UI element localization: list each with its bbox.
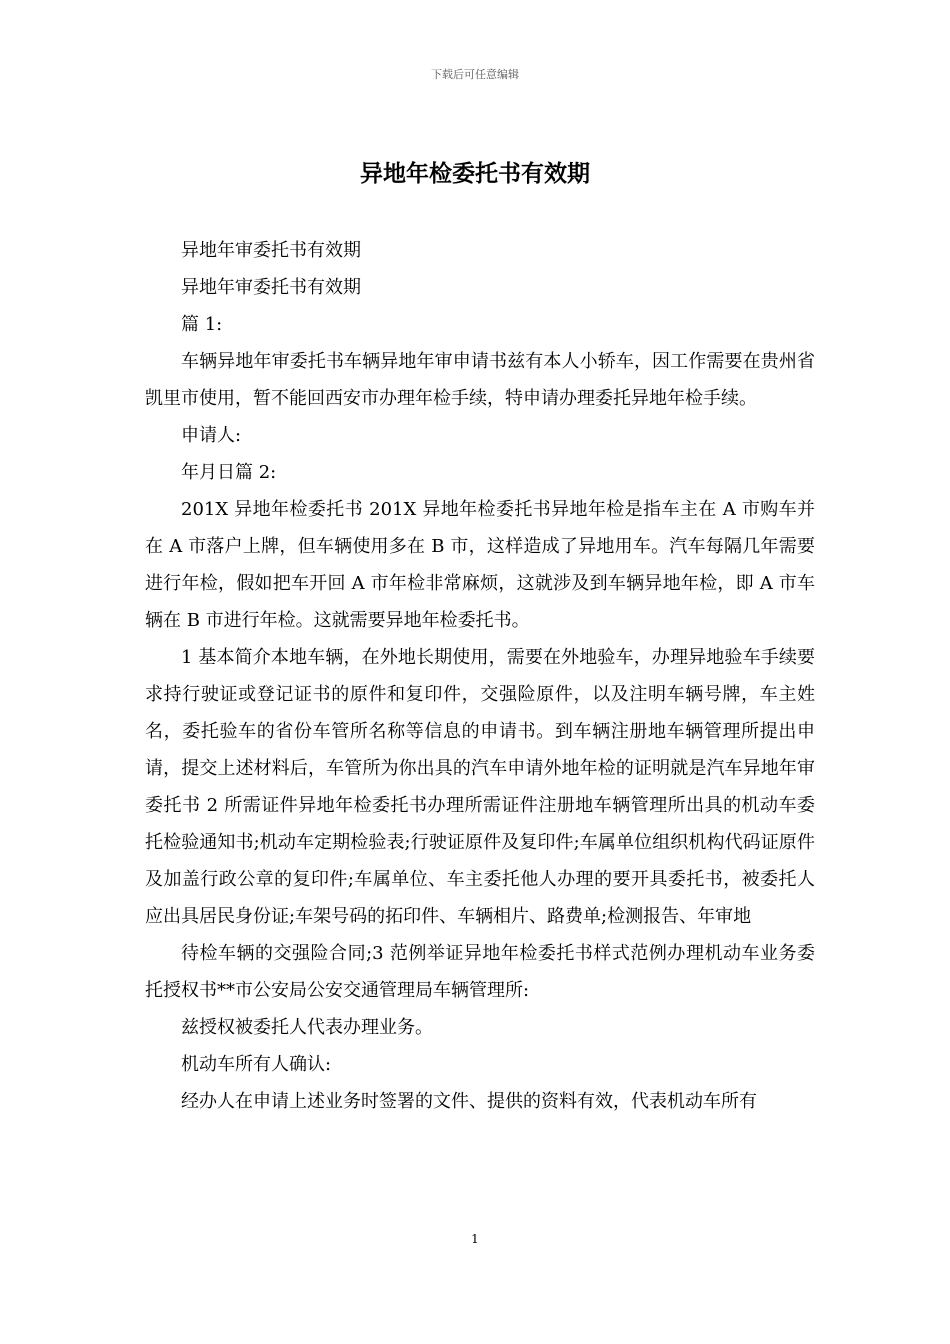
paragraph: 异地年审委托书有效期 [181, 277, 361, 298]
page-number: 1 [471, 1232, 479, 1246]
paragraph: 篇 1: [181, 314, 223, 335]
paragraph: 1 基本简介本地车辆，在外地长期使用，需要在外地验车，办理异地验车手续要求持行驶证或登记证书的原件和复印件，交强险原件，以及注明车辆号牌，车主姓名，委托验车的省份车管所名称等信息的申请书。到车辆注册地车辆管理所提出申请，提交上述材料后，车管所为你出具的汽车申请外地年检的证明就是汽车异地年审委托书 2 所需证件异地年检委托书办理所需证件注册地车辆管理所出具的机动车委托检验通知书;机动车定期检验表;行驶证原件及复印件;车属单位组织机构代码证原件及加盖行政公章的复印件;车属单位、车主委托他人办理的要开具委托书，被委托人应出具居民身份证;车架号码的拓印件、车辆相片、路费单;检测报告、年审地 [145, 647, 815, 927]
header-note: 下载后可任意编辑 [431, 68, 519, 81]
paragraph: 申请人: [181, 425, 242, 446]
paragraph: 机动车所有人确认: [181, 1054, 332, 1075]
paragraph: 车辆异地年审委托书车辆异地年审申请书兹有本人小轿车，因工作需要在贵州省凯里市使用，暂不能回西安市办理年检手续，特申请办理委托异地年检手续。 [145, 351, 815, 409]
paragraph: 兹授权被委托人代表办理业务。 [181, 1017, 433, 1038]
paragraph: 年月日篇 2: [181, 462, 277, 483]
document-title: 异地年检委托书有效期 [360, 161, 590, 187]
paragraph: 待检车辆的交强险合同;3 范例举证异地年检委托书样式范例办理机动车业务委托授权书**市公安局公安交通管理局车辆管理所: [145, 943, 815, 1001]
paragraph: 经办人在申请上述业务时签署的文件、提供的资料有效，代表机动车所有 [181, 1091, 757, 1112]
paragraph: 异地年审委托书有效期 [181, 240, 361, 261]
paragraph: 201X 异地年检委托书 201X 异地年检委托书异地年检是指车主在 A 市购车并在 A 市落户上牌，但车辆使用多在 B 市，这样造成了异地用车。汽车每隔几年需要进行年检，假如把车开回 A 市年检非常麻烦，这就涉及到车辆异地年检，即 A 市车辆在 B 市进行年检。这就需要异地年检委托书。 [145, 499, 815, 631]
document-body [145, 232, 815, 1120]
